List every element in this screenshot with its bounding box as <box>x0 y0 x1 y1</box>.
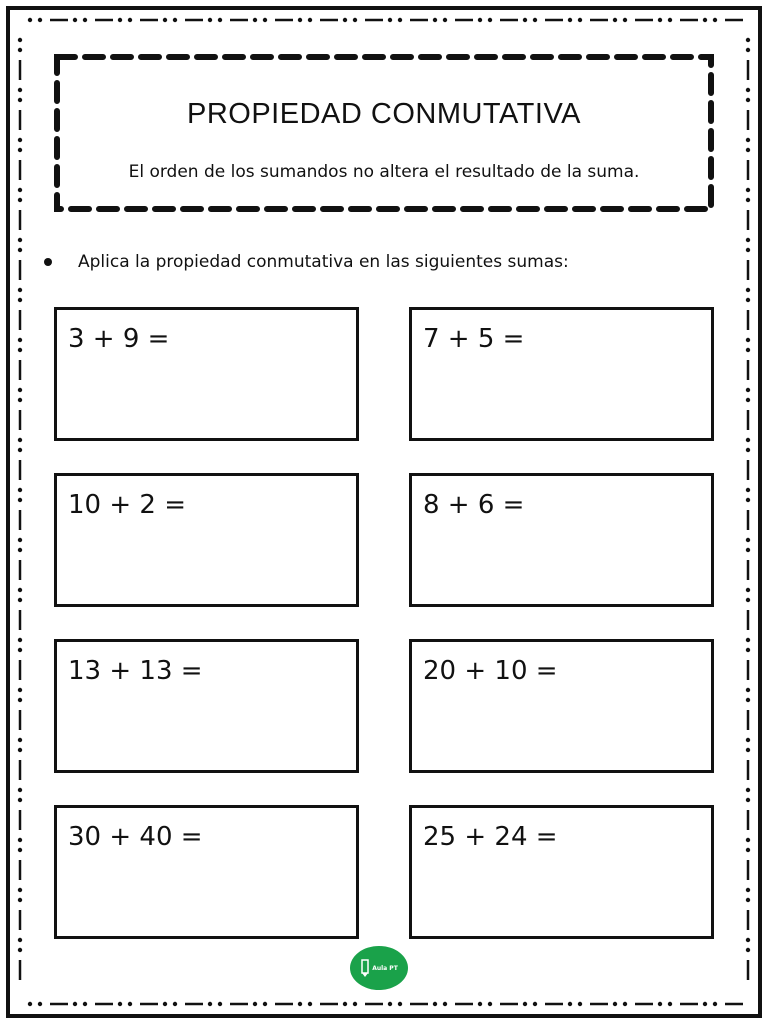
exercise-box[interactable] <box>409 473 714 607</box>
border-dot <box>18 698 22 702</box>
border-dot <box>343 1002 347 1006</box>
border-dot <box>658 18 662 22</box>
border-dot <box>18 548 22 552</box>
border-dot <box>18 938 22 942</box>
exercise-text: 10 + 2 = <box>68 490 186 520</box>
border-dot <box>746 598 750 602</box>
border-dot <box>263 18 267 22</box>
border-dot <box>533 1002 537 1006</box>
border-dot <box>18 248 22 252</box>
exercise-text: 3 + 9 = <box>68 324 170 354</box>
border-dot <box>38 1002 42 1006</box>
border-dot <box>18 188 22 192</box>
border-dot <box>746 398 750 402</box>
border-dot <box>578 18 582 22</box>
border-dot <box>28 18 32 22</box>
border-dot <box>746 298 750 302</box>
border-dot <box>746 448 750 452</box>
border-dot <box>746 438 750 442</box>
border-dot <box>746 638 750 642</box>
border-dot <box>703 1002 707 1006</box>
border-dot <box>18 538 22 542</box>
border-dot <box>623 18 627 22</box>
border-dot <box>746 548 750 552</box>
border-dot <box>128 18 132 22</box>
page-title: PROPIEDAD CONMUTATIVA <box>187 98 581 130</box>
border-dot <box>746 788 750 792</box>
border-dot <box>713 1002 717 1006</box>
border-dot <box>388 18 392 22</box>
border-dot <box>746 538 750 542</box>
border-dot <box>18 198 22 202</box>
border-dot <box>746 648 750 652</box>
border-dot <box>173 18 177 22</box>
border-dot <box>208 18 212 22</box>
border-dot <box>746 48 750 52</box>
border-dot <box>388 1002 392 1006</box>
border-dot <box>746 688 750 692</box>
border-dot <box>83 1002 87 1006</box>
exercise-text: 8 + 6 = <box>423 490 525 520</box>
border-dot <box>746 148 750 152</box>
border-dot <box>18 348 22 352</box>
border-dot <box>163 1002 167 1006</box>
border-dot <box>308 1002 312 1006</box>
border-dot <box>18 438 22 442</box>
exercise-box[interactable] <box>409 639 714 773</box>
exercise-box[interactable] <box>54 473 359 607</box>
border-dot <box>18 598 22 602</box>
border-dot <box>18 448 22 452</box>
border-dot <box>746 588 750 592</box>
border-dot <box>18 288 22 292</box>
dashed-frame <box>54 54 714 212</box>
border-dot <box>18 688 22 692</box>
border-dot <box>568 18 572 22</box>
border-dot <box>38 18 42 22</box>
border-dot <box>18 48 22 52</box>
border-dot <box>613 1002 617 1006</box>
exercise-text: 7 + 5 = <box>423 324 525 354</box>
page-subtitle: El orden de los sumandos no altera el resultado de la suma. <box>128 162 640 182</box>
border-dot <box>746 938 750 942</box>
border-dot <box>746 348 750 352</box>
border-dot <box>308 18 312 22</box>
border-dot <box>746 38 750 42</box>
border-dot <box>746 288 750 292</box>
border-dot <box>668 18 672 22</box>
border-dot <box>523 18 527 22</box>
logo <box>350 946 408 990</box>
border-dot <box>478 1002 482 1006</box>
border-dot <box>253 18 257 22</box>
border-dot <box>443 1002 447 1006</box>
border-dot <box>18 38 22 42</box>
border-dot <box>746 238 750 242</box>
border-dot <box>73 18 77 22</box>
border-dot <box>173 1002 177 1006</box>
exercise-text: 30 + 40 = <box>68 822 203 852</box>
border-dot <box>218 1002 222 1006</box>
title-box <box>54 54 714 212</box>
border-dot <box>488 18 492 22</box>
border-dot <box>523 1002 527 1006</box>
exercise-box[interactable] <box>54 639 359 773</box>
exercise-box[interactable] <box>409 307 714 441</box>
border-dot <box>18 788 22 792</box>
border-dot <box>208 1002 212 1006</box>
border-dot <box>128 1002 132 1006</box>
border-dot <box>353 1002 357 1006</box>
border-dot <box>18 898 22 902</box>
border-dot <box>83 18 87 22</box>
border-dot <box>18 488 22 492</box>
border-dot <box>488 1002 492 1006</box>
exercise-box[interactable] <box>409 805 714 939</box>
border-dot <box>746 488 750 492</box>
border-dot <box>218 18 222 22</box>
border-dot <box>746 948 750 952</box>
border-dot <box>746 698 750 702</box>
instruction-text: Aplica la propiedad conmutativa en las siguientes sumas: <box>78 252 569 272</box>
border-dot <box>298 1002 302 1006</box>
border-dot <box>18 388 22 392</box>
border-dot <box>746 138 750 142</box>
border-dot <box>746 338 750 342</box>
border-dot <box>478 18 482 22</box>
border-dot <box>118 1002 122 1006</box>
border-dot <box>746 248 750 252</box>
border-dot <box>443 18 447 22</box>
border-dot <box>353 18 357 22</box>
border-dot <box>263 1002 267 1006</box>
border-dot <box>746 748 750 752</box>
border-dot <box>746 98 750 102</box>
border-dot <box>746 898 750 902</box>
logo-text: Aula PT <box>372 964 398 972</box>
border-dot <box>713 18 717 22</box>
border-dot <box>746 838 750 842</box>
border-dot <box>343 18 347 22</box>
border-dot <box>18 98 22 102</box>
exercise-box[interactable] <box>54 805 359 939</box>
border-dot <box>18 138 22 142</box>
border-dot <box>18 948 22 952</box>
border-dot <box>433 1002 437 1006</box>
border-dot <box>18 888 22 892</box>
border-dot <box>398 18 402 22</box>
border-dot <box>746 198 750 202</box>
exercise-box[interactable] <box>54 307 359 441</box>
border-dot <box>433 18 437 22</box>
border-dot <box>253 1002 257 1006</box>
border-dot <box>746 88 750 92</box>
border-dot <box>18 848 22 852</box>
border-dot <box>746 388 750 392</box>
border-dot <box>398 1002 402 1006</box>
exercise-text: 25 + 24 = <box>423 822 558 852</box>
border-dot <box>568 1002 572 1006</box>
border-dot <box>18 798 22 802</box>
border-dot <box>746 798 750 802</box>
border-dot <box>18 638 22 642</box>
border-dot <box>668 1002 672 1006</box>
border-dot <box>613 18 617 22</box>
border-dot <box>18 588 22 592</box>
border-dot <box>18 238 22 242</box>
border-dot <box>118 18 122 22</box>
border-dot <box>18 148 22 152</box>
border-dot <box>163 18 167 22</box>
border-dot <box>298 18 302 22</box>
border-dot <box>746 888 750 892</box>
border-dot <box>578 1002 582 1006</box>
border-dot <box>658 1002 662 1006</box>
border-dot <box>746 188 750 192</box>
instruction-row <box>44 250 569 274</box>
exercise-text: 20 + 10 = <box>423 656 558 686</box>
pencil-icon <box>360 958 370 978</box>
border-dot <box>28 1002 32 1006</box>
border-dot <box>18 738 22 742</box>
border-dot <box>18 88 22 92</box>
border-dot <box>746 848 750 852</box>
border-dot <box>746 498 750 502</box>
border-dot <box>18 338 22 342</box>
border-dot <box>623 1002 627 1006</box>
border-dot <box>18 298 22 302</box>
border-dot <box>703 18 707 22</box>
border-dot <box>18 838 22 842</box>
bullet-icon <box>44 258 52 266</box>
border-dot <box>18 748 22 752</box>
border-dot <box>533 18 537 22</box>
border-dot <box>18 498 22 502</box>
border-dot <box>18 398 22 402</box>
border-dot <box>746 738 750 742</box>
border-dot <box>18 648 22 652</box>
exercise-text: 13 + 13 = <box>68 656 203 686</box>
border-dot <box>73 1002 77 1006</box>
